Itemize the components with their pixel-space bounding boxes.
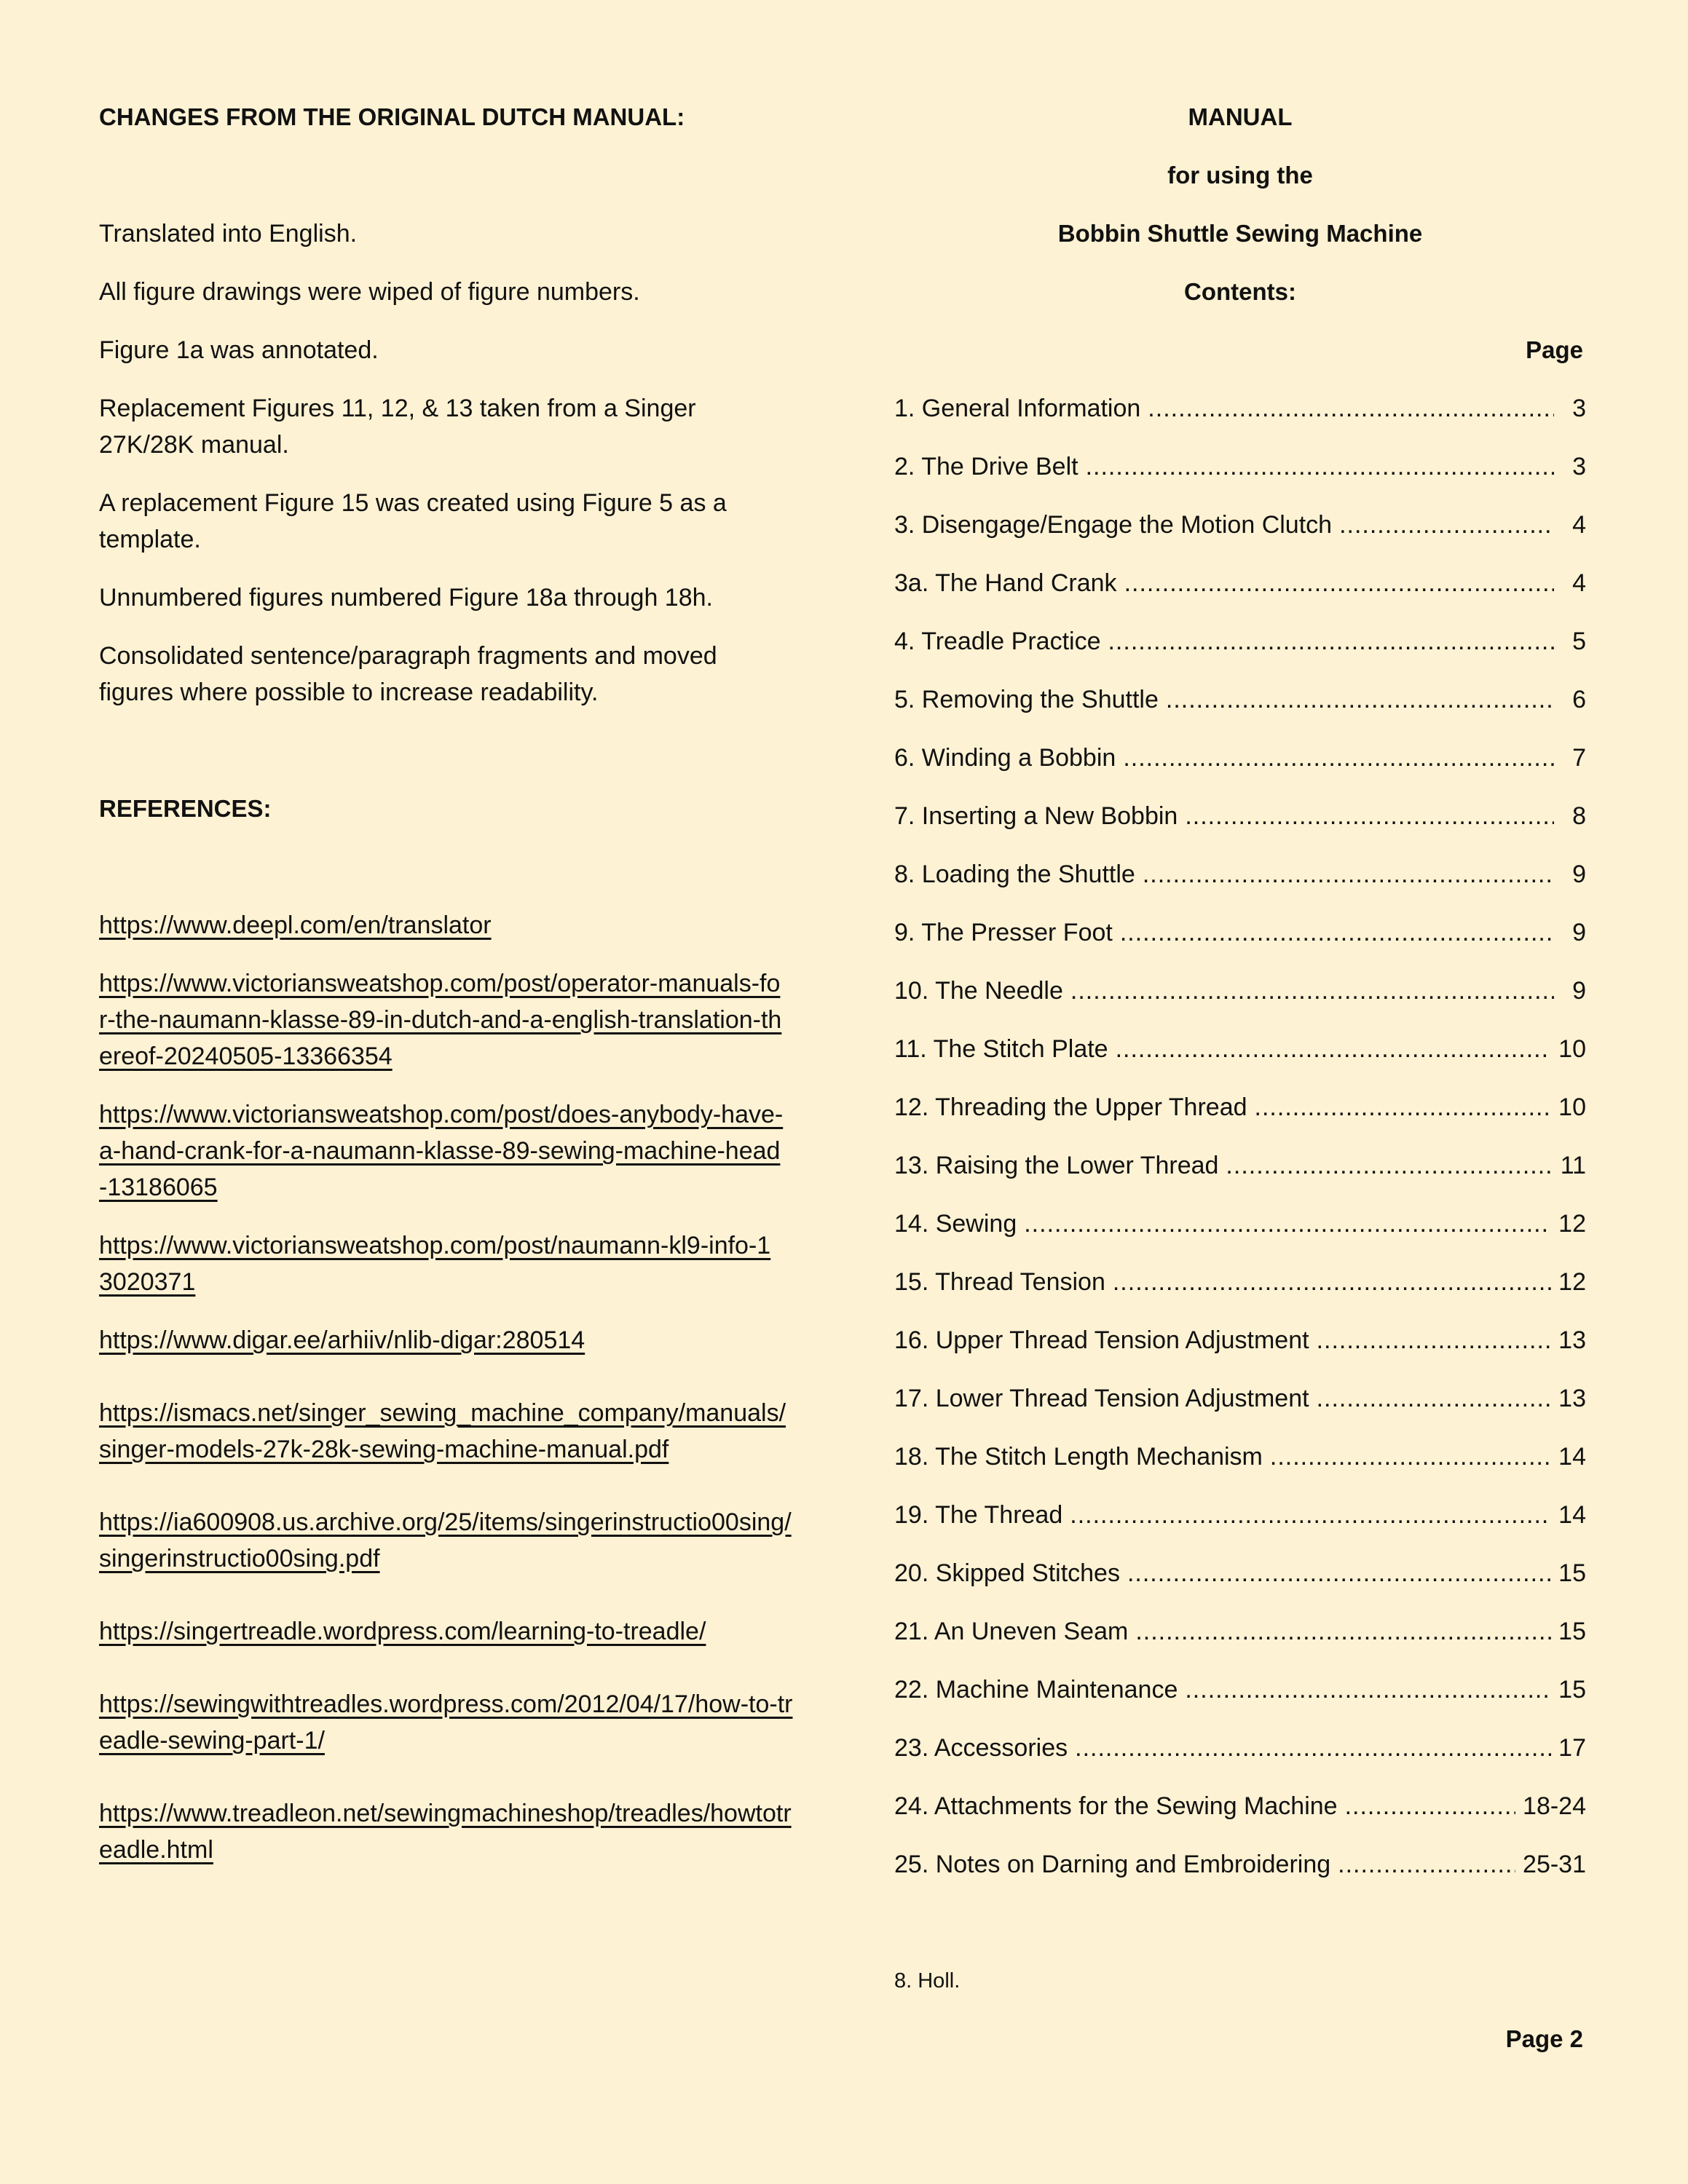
toc-entry-title: 6. Winding a Bobbin (894, 744, 1116, 772)
toc-dot-leader (1255, 1089, 1552, 1125)
toc-entry-page: 15 (1558, 1618, 1586, 1645)
toc-dot-leader (1185, 1671, 1551, 1708)
toc-entry-page: 4 (1572, 511, 1586, 539)
toc-entry-title: 25. Notes on Darning and Embroidering (894, 1851, 1331, 1878)
toc-entry-title: 4. Treadle Practice (894, 628, 1101, 655)
toc-entry[interactable] (894, 1730, 1586, 1766)
change-item: Translated into English. (99, 220, 358, 248)
toc-entry-page: 15 (1558, 1676, 1586, 1704)
toc-entry[interactable] (894, 448, 1586, 485)
toc-entry[interactable] (894, 1671, 1586, 1708)
toc-entry[interactable] (894, 1380, 1586, 1417)
toc-entry[interactable] (894, 973, 1586, 1009)
toc-dot-leader (1135, 1613, 1551, 1650)
page-number: Page 2 (1505, 2025, 1583, 2052)
reference-link[interactable]: https://www.victoriansweatshop.com/post/operator-manuals-for-the-naumann-klasse-89-in-dutch-and-a-english-translation-thereof-20240505-13366354 (99, 970, 782, 1070)
toc-entry-page: 12 (1558, 1268, 1586, 1296)
reference-link[interactable]: https://www.deepl.com/en/translator (99, 911, 492, 939)
toc-entry-title: 7. Inserting a New Bobbin (894, 802, 1178, 830)
toc-entry-title: 13. Raising the Lower Thread (894, 1152, 1219, 1179)
toc-entry-page: 18-24 (1523, 1792, 1586, 1820)
toc-dot-leader (1075, 1730, 1551, 1766)
toc-entry-title: 3. Disengage/Engage the Motion Clutch (894, 511, 1333, 539)
toc-dot-leader (1113, 1264, 1551, 1300)
toc-entry-title: 18. The Stitch Length Mechanism (894, 1443, 1263, 1471)
toc-dot-leader (1270, 1439, 1551, 1475)
reference-link[interactable]: https://www.treadleon.net/sewingmachineshop/treadles/howtotreadle.html (99, 1800, 792, 1864)
toc-entry-page: 7 (1572, 744, 1586, 772)
toc-entry[interactable] (894, 1613, 1586, 1650)
toc-entry[interactable] (894, 1147, 1586, 1184)
toc-entry-title: 22. Machine Maintenance (894, 1676, 1178, 1704)
toc-dot-leader (1148, 390, 1554, 427)
toc-entry[interactable] (894, 914, 1586, 951)
toc-dot-leader (1166, 681, 1554, 718)
toc-entry[interactable] (894, 390, 1586, 427)
toc-entry[interactable] (894, 565, 1586, 601)
change-item: All figure drawings were wiped of figure numbers. (99, 278, 640, 306)
toc-dot-leader (1108, 623, 1554, 660)
toc-entry-title: 9. The Presser Foot (894, 919, 1113, 946)
toc-dot-leader (1123, 740, 1554, 776)
manual-title: MANUAL (1188, 103, 1293, 130)
reference-link[interactable]: https://www.digar.ee/arhiiv/nlib-digar:280514 (99, 1326, 585, 1354)
toc-entry[interactable] (894, 1031, 1586, 1067)
toc-entry[interactable] (894, 740, 1586, 776)
reference-link[interactable]: https://www.victoriansweatshop.com/post/does-anybody-have-a-hand-crank-for-a-naumann-klasse-89-sewing-machine-head-13186065 (99, 1101, 784, 1201)
toc-dot-leader (1339, 507, 1554, 543)
toc-dot-leader (1338, 1846, 1515, 1883)
toc-dot-leader (1127, 1555, 1551, 1591)
manual-subtitle: for using the (1167, 162, 1313, 189)
machine-name: Bobbin Shuttle Sewing Machine (1057, 220, 1423, 247)
toc-entry-title: 10. The Needle (894, 977, 1063, 1005)
change-item: Replacement Figures 11, 12, & 13 taken from a Singer 27K/28K manual. (99, 395, 696, 459)
toc-entry[interactable] (894, 1497, 1586, 1533)
toc-entry-title: 21. An Uneven Seam (894, 1618, 1129, 1645)
toc-dot-leader (1024, 1206, 1551, 1242)
toc-entry-title: 23. Accessories (894, 1734, 1068, 1762)
toc-dot-leader (1317, 1380, 1552, 1417)
toc-entry-page: 5 (1572, 628, 1586, 655)
toc-entry-page: 12 (1558, 1210, 1586, 1238)
footnote: 8. Holl. (894, 1969, 961, 1993)
toc-entry[interactable] (894, 1206, 1586, 1242)
toc-entry-page: 8 (1572, 802, 1586, 830)
toc-dot-leader (1120, 914, 1554, 951)
toc-entry-title: 12. Threading the Upper Thread (894, 1093, 1247, 1121)
toc-entry-title: 8. Loading the Shuttle (894, 860, 1135, 888)
toc-entry-title: 19. The Thread (894, 1501, 1063, 1529)
toc-entry-page: 14 (1558, 1501, 1586, 1529)
toc-entry[interactable] (894, 623, 1586, 660)
toc-entry-page: 3 (1572, 395, 1586, 422)
toc-dot-leader (1124, 565, 1554, 601)
change-item: A replacement Figure 15 was created using Figure 5 as a template. (99, 489, 727, 553)
toc-dot-leader (1116, 1031, 1552, 1067)
toc-entry[interactable] (894, 1264, 1586, 1300)
toc-entry-page: 9 (1572, 860, 1586, 888)
toc-dot-leader (1070, 973, 1554, 1009)
toc-entry-page: 14 (1558, 1443, 1586, 1471)
toc-dot-leader (1185, 798, 1554, 834)
change-item: Unnumbered figures numbered Figure 18a through 18h. (99, 584, 713, 612)
toc-entry-page: 17 (1558, 1734, 1586, 1762)
toc-entry-title: 15. Thread Tension (894, 1268, 1105, 1296)
toc-entry-page: 15 (1558, 1559, 1586, 1587)
changes-heading: CHANGES FROM THE ORIGINAL DUTCH MANUAL: (99, 103, 685, 130)
toc-dot-leader (1317, 1322, 1552, 1358)
toc-entry-title: 5. Removing the Shuttle (894, 686, 1159, 713)
toc-entry[interactable] (894, 1089, 1586, 1125)
toc-entry-page: 9 (1572, 919, 1586, 946)
toc-entry[interactable] (894, 1439, 1586, 1475)
toc-entry-page: 13 (1558, 1385, 1586, 1412)
reference-link[interactable]: https://ismacs.net/singer_sewing_machine_company/manuals/singer-models-27k-28k-sewing-machine-manual.pdf (99, 1399, 786, 1463)
change-item: Figure 1a was annotated. (99, 336, 379, 364)
reference-link[interactable]: https://ia600908.us.archive.org/25/items/singerinstructio00sing/singerinstructio00sing.pdf (99, 1508, 792, 1572)
toc-entry-page: 4 (1572, 569, 1586, 597)
change-item: Consolidated sentence/paragraph fragments and moved figures where possible to increase readability. (99, 642, 717, 706)
toc-entry[interactable] (894, 1555, 1586, 1591)
toc-entry[interactable] (894, 1322, 1586, 1358)
toc-entry-title: 14. Sewing (894, 1210, 1017, 1238)
toc-entry-page: 10 (1558, 1093, 1586, 1121)
toc-entry-page: 13 (1558, 1326, 1586, 1354)
toc-entry-title: 16. Upper Thread Tension Adjustment (894, 1326, 1309, 1354)
toc-entry[interactable] (894, 681, 1586, 718)
toc-entry-page: 3 (1572, 453, 1586, 480)
toc-entry-page: 11 (1560, 1152, 1586, 1179)
toc-dot-leader (1143, 856, 1554, 893)
reference-link[interactable]: https://singertreadle.wordpress.com/learning-to-treadle/ (99, 1618, 706, 1645)
toc-entry[interactable] (894, 1846, 1586, 1883)
contents-heading: Contents: (1184, 278, 1296, 305)
toc-entry-title: 11. The Stitch Plate (894, 1035, 1108, 1063)
toc-entry[interactable] (894, 798, 1586, 834)
toc-dot-leader (1070, 1497, 1551, 1533)
toc-entry-page: 6 (1572, 686, 1586, 713)
reference-link[interactable]: https://sewingwithtreadles.wordpress.com/2012/04/17/how-to-treadle-sewing-part-1/ (99, 1690, 793, 1754)
toc-entry-page: 10 (1558, 1035, 1586, 1063)
toc-entry-title: 2. The Drive Belt (894, 453, 1078, 480)
toc-entry-page: 9 (1572, 977, 1586, 1005)
reference-link[interactable]: https://www.victoriansweatshop.com/post/naumann-kl9-info-13020371 (99, 1232, 771, 1296)
toc-entry-title: 20. Skipped Stitches (894, 1559, 1120, 1587)
toc-entry[interactable] (894, 507, 1586, 543)
toc-dot-leader (1086, 448, 1554, 485)
toc-dot-leader (1345, 1788, 1515, 1824)
toc-entry[interactable] (894, 1788, 1586, 1824)
toc-entry-title: 17. Lower Thread Tension Adjustment (894, 1385, 1309, 1412)
toc-entry-title: 1. General Information (894, 395, 1141, 422)
toc-entry-title: 24. Attachments for the Sewing Machine (894, 1792, 1338, 1820)
page-column-label: Page (1526, 336, 1583, 363)
toc-entry-page: 25-31 (1523, 1851, 1586, 1878)
references-heading: REFERENCES: (99, 795, 272, 822)
toc-entry-title: 3a. The Hand Crank (894, 569, 1117, 597)
toc-dot-leader (1226, 1147, 1553, 1184)
toc-entry[interactable] (894, 856, 1586, 893)
